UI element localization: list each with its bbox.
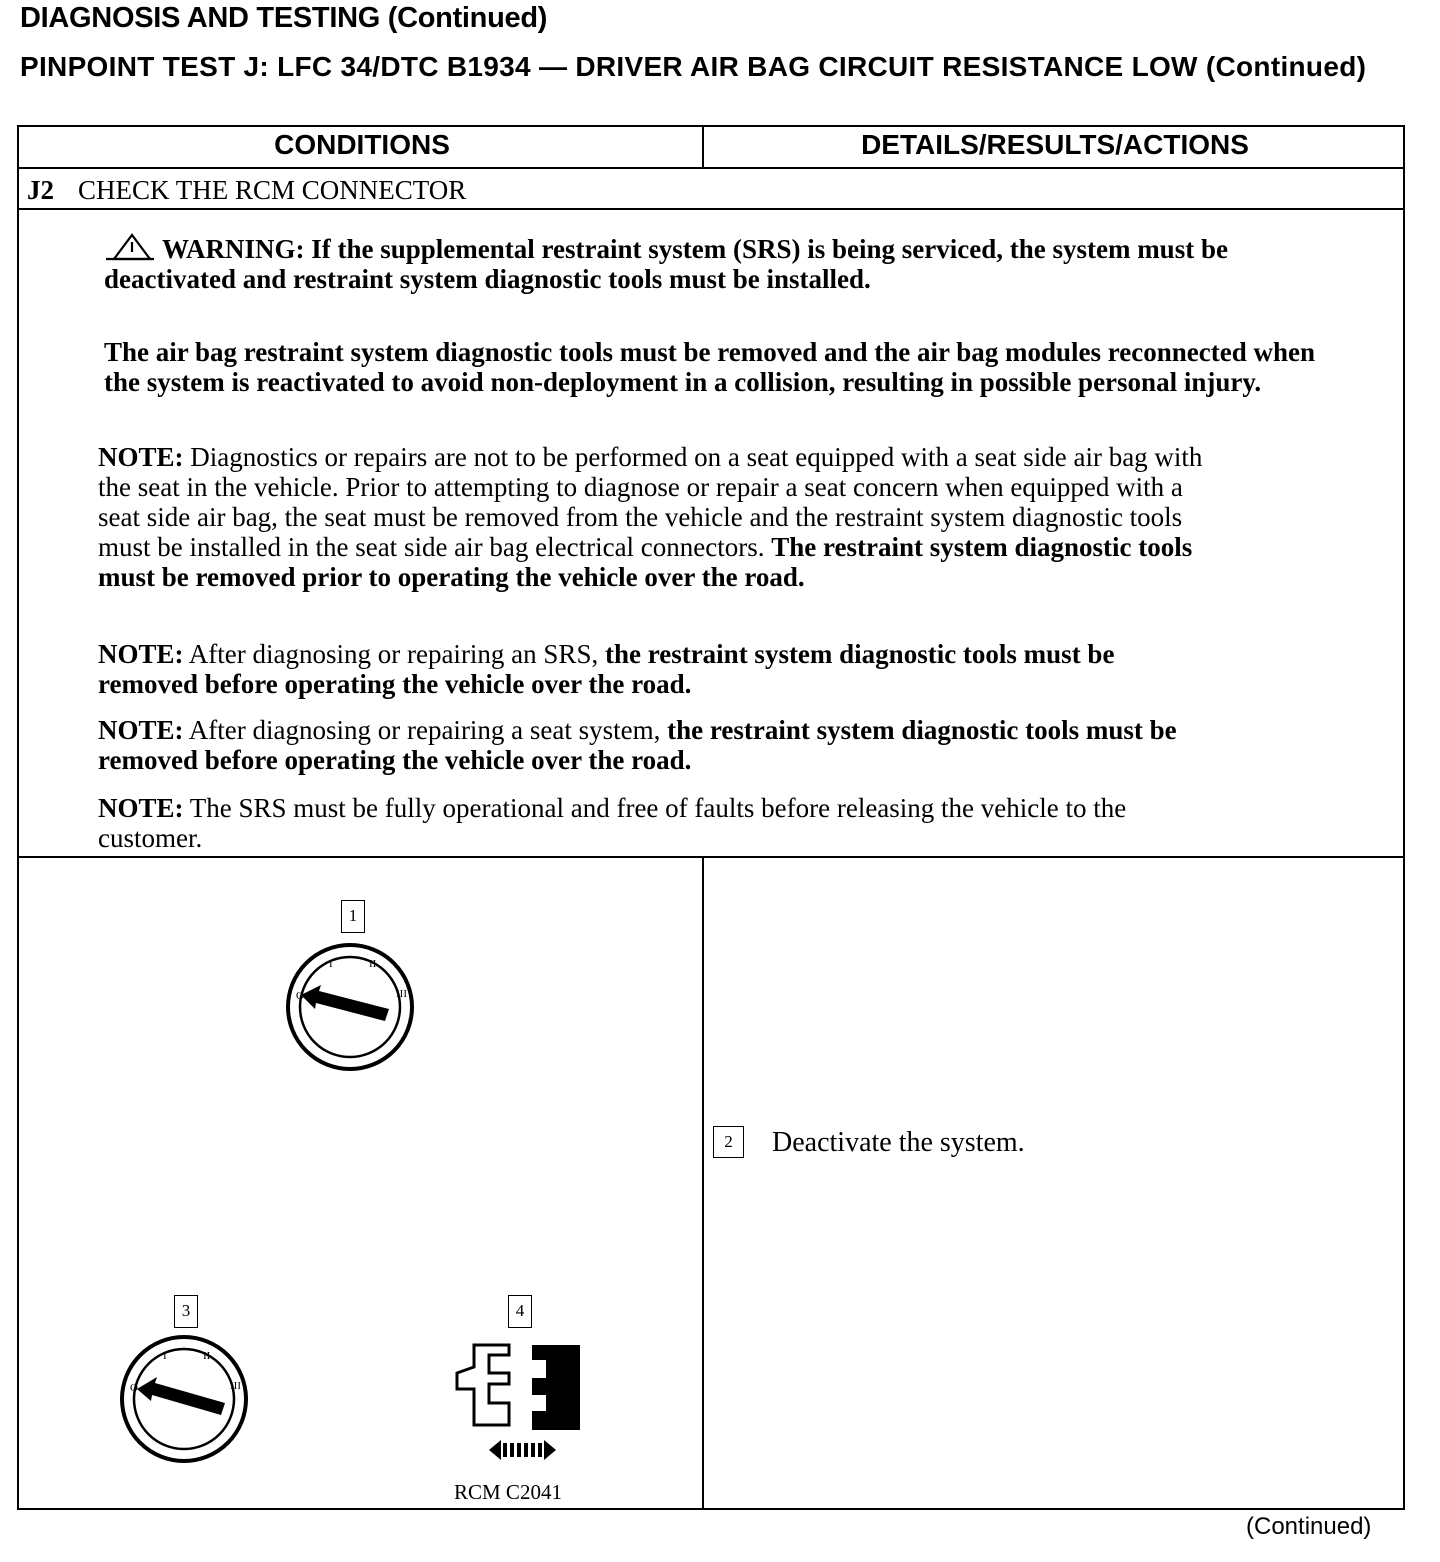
footer-continued: (Continued) [1246,1513,1372,1540]
ignition-position-run: II [203,1350,211,1362]
pinpoint-test-title: PINPOINT TEST J: LFC 34/DTC B1934 — DRIVER AIR BAG CIRCUIT RESISTANCE LOW (Continued) [20,51,1367,82]
note-prefix: NOTE: [98,793,184,823]
action-deactivate-system: Deactivate the system. [772,1127,1025,1158]
callout-1: 1 [341,900,365,933]
callout-4: 4 [508,1295,532,1328]
warning-reactivation-text: The air bag restraint system diagnostic tools must be removed and the air bag modules reconnected when the system is reactivated to avoid non-deployment in a collision, resulting in possible personal injury. [104,337,1315,397]
callout-2: 2 [713,1126,744,1158]
pinpoint-test-table [17,125,1405,1510]
ignition-position-start: III [230,1380,241,1392]
note-text: After diagnosing or repairing an SRS, [183,639,605,669]
ignition-position-acc: I [329,958,333,970]
figure-illustrations [19,127,1403,1508]
step-id: J2 [27,175,54,205]
callout-3: 3 [174,1295,198,1328]
column-header-details: DETAILS/RESULTS/ACTIONS [861,129,1249,160]
ignition-position-off: O [130,1382,138,1394]
note-text: After diagnosing or repairing a seat system, [183,715,668,745]
ignition-position-acc: I [163,1350,167,1362]
ignition-switch-icon [288,945,412,1069]
section-title: DIAGNOSIS AND TESTING (Continued) [20,2,548,34]
connector-label: RCM C2041 [454,1480,562,1504]
warning-text: WARNING: If the supplemental restraint system (SRS) is being serviced, the system must be deactivated and restraint system diagnostic tools must be installed. [104,234,1228,294]
ignition-position-run: II [369,958,377,970]
ignition-position-off: O [296,990,304,1002]
note-text: The SRS must be fully operational and free of faults before releasing the vehicle to the customer. [98,793,1127,853]
rcm-connector-icon [457,1345,580,1460]
ignition-position-start: III [396,988,407,1000]
note-text: Diagnostics or repairs are not to be performed on a seat equipped with a seat side air bag with the seat in the vehicle. Prior to attempting to diagnose or repair a seat concern when equipped with a seat side air bag, the seat must be removed from the vehicle and the restraint system diagnostic tools must be installed in the seat side air bag electrical connectors. [98,442,1203,562]
note-bold-text: the restraint system diagnostic tools must be removed before operating the vehicle over the road. [98,639,1115,699]
note-prefix: NOTE: [98,639,184,669]
note-bold-text: the restraint system diagnostic tools must be removed before operating the vehicle over the road. [98,715,1177,775]
note-prefix: NOTE: [98,715,184,745]
ignition-switch-icon [122,1337,246,1461]
column-header-conditions: CONDITIONS [274,129,450,160]
note-prefix: NOTE: [98,442,184,472]
note-bold-text: The restraint system diagnostic tools must be removed prior to operating the vehicle over the road. [98,532,1193,592]
step-label: CHECK THE RCM CONNECTOR [78,175,467,205]
